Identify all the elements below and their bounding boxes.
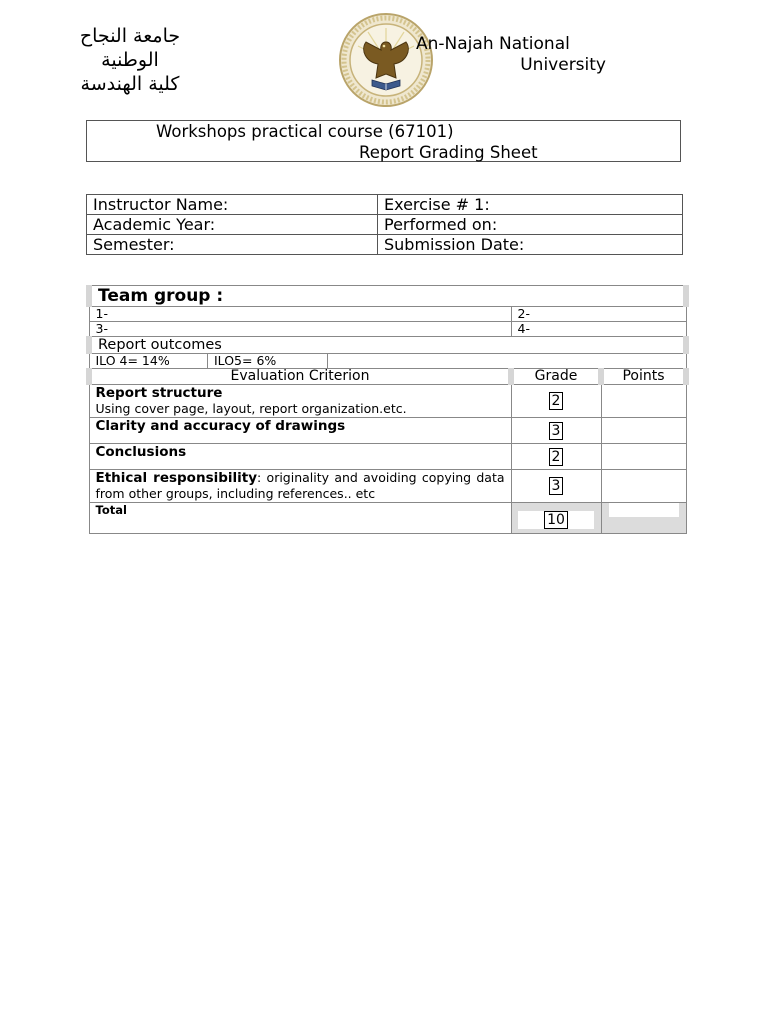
grading-table <box>86 285 689 534</box>
ilo-4: ILO 4= 14% <box>90 354 208 368</box>
total-row <box>89 503 686 534</box>
criterion-desc: : originality and avoiding copying data from other groups, including references.. etc <box>95 470 505 501</box>
arabic-line-3: كلية الهندسة <box>80 73 180 95</box>
points-cell[interactable] <box>601 418 686 444</box>
performed-on-label: Performed on: <box>378 215 683 235</box>
col-grade: Grade <box>511 369 601 385</box>
criterion-title: Conclusions <box>95 444 187 460</box>
course-title-box <box>86 120 681 162</box>
grade-cell <box>511 418 601 444</box>
semester-label: Semester: <box>87 235 378 255</box>
criterion-row <box>89 470 686 503</box>
arabic-university-name <box>60 24 200 96</box>
team-member-row <box>89 322 686 337</box>
member-4: 4- <box>511 322 686 337</box>
criterion-row <box>89 418 686 444</box>
member-1: 1- <box>89 307 511 322</box>
instructor-name-label: Instructor Name: <box>87 195 378 215</box>
total-grade-value: 10 <box>544 511 568 529</box>
ilo-row <box>89 354 686 369</box>
grade-cell <box>511 385 601 418</box>
criterion-cell <box>89 418 511 444</box>
total-label: Total <box>89 503 511 534</box>
info-row <box>87 215 683 235</box>
grade-value: 3 <box>549 422 564 440</box>
academic-year-label: Academic Year: <box>87 215 378 235</box>
grade-value: 2 <box>549 392 564 410</box>
english-line-2: University <box>520 55 606 75</box>
criterion-row <box>89 385 686 418</box>
arabic-line-2: الوطنية <box>101 49 159 71</box>
total-grade-cell <box>511 503 601 534</box>
english-line-1: An-Najah National <box>416 34 570 54</box>
submission-date-label: Submission Date: <box>378 235 683 255</box>
info-row <box>87 195 683 215</box>
info-row <box>87 235 683 255</box>
criterion-cell <box>89 385 511 418</box>
report-outcomes-label: Report outcomes <box>89 337 686 354</box>
criterion-title: Report structure <box>95 385 223 401</box>
team-group-label: Team group : <box>89 286 686 307</box>
criterion-desc: Using cover page, layout, report organization.etc. <box>95 401 407 416</box>
ilo-5: ILO5= 6% <box>208 354 328 368</box>
grade-value: 3 <box>549 477 564 495</box>
criterion-cell <box>89 470 511 503</box>
grade-value: 2 <box>549 448 564 466</box>
column-header-row <box>89 369 686 385</box>
member-3: 3- <box>89 322 511 337</box>
exercise-number-label: Exercise # 1: <box>378 195 683 215</box>
course-title: Workshops practical course (67101) <box>156 122 454 141</box>
arabic-line-1: جامعة النجاح <box>79 25 181 47</box>
criterion-row <box>89 444 686 470</box>
info-table <box>86 194 683 255</box>
total-points-cell[interactable] <box>601 503 686 534</box>
points-cell[interactable] <box>601 385 686 418</box>
points-cell[interactable] <box>601 470 686 503</box>
member-2: 2- <box>511 307 686 322</box>
points-cell[interactable] <box>601 444 686 470</box>
col-points: Points <box>601 369 686 385</box>
sheet-title: Report Grading Sheet <box>359 143 538 162</box>
criterion-title: Clarity and accuracy of drawings <box>95 418 346 434</box>
criterion-cell <box>89 444 511 470</box>
english-university-name <box>416 34 608 76</box>
grade-cell <box>511 444 601 470</box>
grade-cell <box>511 470 601 503</box>
team-member-row <box>89 307 686 322</box>
criterion-title: Ethical responsibility <box>95 470 258 486</box>
outcomes-row <box>89 337 686 354</box>
team-header-row <box>89 286 686 307</box>
col-evaluation-criterion: Evaluation Criterion <box>89 369 511 385</box>
